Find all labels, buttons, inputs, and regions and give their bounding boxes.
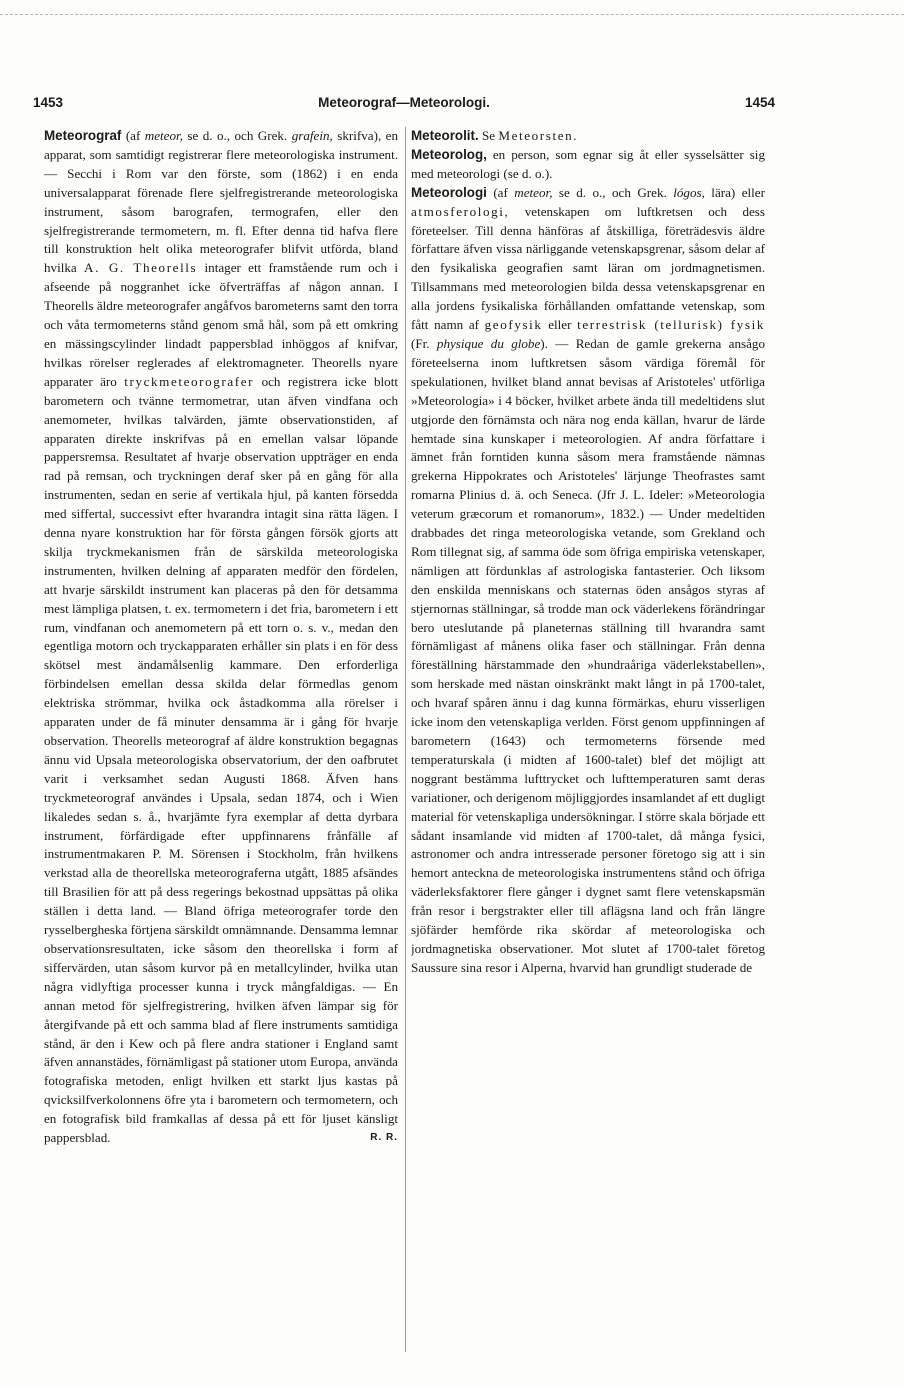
headword-meteorolit: Meteorolit. xyxy=(411,128,479,143)
page-header xyxy=(33,95,775,117)
entry-body: eller xyxy=(542,317,578,333)
cross-ref-label: Se xyxy=(478,128,499,143)
etymology-text: (af xyxy=(486,184,515,200)
left-column xyxy=(44,127,398,1367)
entry-body: vetenskapen om luftkretsen och dess företeelser. Till denna hänföras af åtskilliga, företrädesvis äldre författare äfven vissa närliggande vetenskapsgrenar, såsom delar af den fysikaliska geografien samt läran om jordmagnetismen. Tillsammans med meteorologien bilda dessa vetenskapsgrenar en alla jordens fysikaliska förhållanden omfattande vetenskap, som fått namn af xyxy=(411,203,765,333)
french-term: physique du globe xyxy=(436,335,541,351)
spaced-term: terrestrisk (tellurisk) fysik xyxy=(577,317,765,333)
etymology-text: se d. o., och Grek. xyxy=(182,128,292,143)
etymology-term: meteor, xyxy=(514,184,553,200)
entry-body: och registrera icke blott barometern och tvänne termometrar, utan äfven vindfana och anemometer, hvilkas talvärden, jämte observationstiden, af apparaten direkte inskrifvas på en emellan valsar löpande pappersremsa. Resultatet af hvarje observation uppträger en enda rad på remsan, och tryckningen deraf sker på en gång för alla instrumenten, sedan en serie af vertikala hjul, på kanten försedda med siffertal, successivt efter hvarandra intagit sina rätta lägen. I denna nyare konstruktion har för första gången försök gjorts att skilja tryckmekanismen från de särskilda meteorologiska instrumenten, hvilken delning af apparaten medför den fördelen, att hvarje särskildt instrument kan placeras på den för detsamma mest lämpliga platsen, t. ex. termometern i det fria, barometern i ett rum, vindfanan och anemometern på ett torn o. s. v., medan den egentliga motorn och tryckapparaten erhåller sin plats i en för dess skötsel mest ändamålsenlig kammare. Den erforderliga förbindelsen emellan dessa skilda delar förmedlas genom elektriska strömmar, hvilka ock åstadkomma alla rörelser i apparaten under de få minuter densamma är i gång för hvarje observation. Theorells meteorograf af äldre konstruktion begagnas ännu vid Upsala meteorologiska observatorium, der den oafbrutet varit i verksamhet sedan Augusti 1868. Äfven hans tryckmeteorograf användes i Upsala, sedan 1874, och i Wien likaledes sedan s. å., hvarjämte fyra exemplar af detta dyrbara instrument, förfärdigade efter uppfinnarens frånfälle af instrumentmakaren P. M. Sörensen i Stockholm, från hvilkens verkstad alla de theorellska meteorograferna utgått, 1885 afsändes till Brasilien för att på dess regerings bekostnad uppsättas på olika ställen i detta land. — Bland öfriga meteorografer torde den rysselbergheska förtjena särskildt omnämnande. Densamma lemnar observationsresultaten, icke såsom den theorellska i form af siffervärden, utan såsom kurvor på en metallcylinder, hvilka utan några vidlyftiga processer kunna i tryck mångfaldigas. — En annan metod för sjelfregistrering, hvilken äfven lämpar sig för återgifvande på ett och samma blad af flere instruments samtidiga stånd, är den i Kew och på flere andra stationer i England samt äfven annanstädes, förnämligast på stationer utom Europa, använda fotografiska metoden, enligt hvilken ett starkt ljus kastas på qvicksilfverkolonnens öfre yta i barometern och termometern, och en fotografisk bild framkallas af dessa på ett för ljuset känsligt pappersblad. xyxy=(44,373,398,1146)
right-column xyxy=(411,127,765,1367)
etymology-term: meteor, xyxy=(144,128,183,143)
left-page-number: 1453 xyxy=(33,95,64,110)
entry-body: lära) eller xyxy=(704,184,765,200)
cross-ref-target: Meteorsten. xyxy=(498,128,579,143)
entry-body: en person, som egnar sig åt eller sysselsätter sig med meteorologi (se d. o.). xyxy=(411,146,765,181)
spaced-term: geofysik xyxy=(484,317,543,333)
running-title: Meteorograf—Meteorologi. xyxy=(318,95,490,110)
column-divider xyxy=(405,127,406,1352)
entry-body: (Fr. xyxy=(411,335,437,351)
entry-body: intager ett framstående rum och i afseende på noggranhet icke öfverträffas af någon annan. I Theorells äldre meteorografer angåfvos barometerns samt den torra och våta termometerns stånd genom små hål, som på ett omkring en mässingscylinder lindadt pappersblad inhöggos af knifvar, hvilkas rörelser reglerades af elektromagneter. Theorells nyare apparater äro xyxy=(44,260,398,389)
right-page-number: 1454 xyxy=(744,95,775,110)
scan-top-edge xyxy=(0,14,904,15)
entry-body: ). — Redan de gamle grekerna ansågo företeelserna inom luftkretsen såsom värdiga föremål för spekulationen, hvilket bland annat bevisas af Aristoteles' utförliga »Meteorologia» i 4 böcker, hvilket arbete ända till medeltidens slut utgjorde den förnämsta och nära nog enda källan, hvarur de lärde hemtade sina kunskaper i meteorologien. Af andra författare i ämnet från forntiden kunna såsom mera framstående nämnas grekerna Hippokrates och Aristoteles' lärjunge Theofrastes samt romarna Plinius d. ä. och Seneca. (Jfr J. L. Ideler: »Meteorologia veterum græcorum et romanorum», 1832.) — Under medeltiden drabbades det ringa meteorologiska vetande, som Grekland och Rom tillegnat sig, af samma öde som öfriga empiriska vetenskaper, nämligen att fördunklas af astrologiska fantasterier. Och liksom den enskilda menniskans och staternas öden ansågos styras af stjernornas ställningar, så trodde man ock väderlekens förändringar bero uteslutande på planeternas ställning till hvarandra samt förnämligast af månens olika faser och ställningar. Från denna föreställning härstammade den »hundraåriga väderlekstabellen», som herskade med nästan oinskränkt makt långt in på 1700-talet, och hvaraf spåren ännu i dag kunna förmärkas, ehuru visserligen icke inom den vetenskapliga verlden. Först genom uppfinningen af barometern (1643) och termometerns försende med temperaturskala (i midten af 1600-talet) blef det möjligt att noggrant bestämma lufttrycket och lufttemperaturen samt deras variationer, och derigenom möjliggjordes insamlandet af ett dugligt material för vetenskapliga undersökningar. I större skala började ett sådant insamlande vid midten af 1700-talet, då många fysici, astronomer och andra intresserade personer företogo sig att i sin hemort anteckna de meteorologiska instrumentens stånd och öfriga väderleksfaktorer flere gånger i dygnet samt flere vetenskapsmän från resor i bergstrakter eller till aflägsna land och från längre sjöfärder hemförde rika skördar af meteorologiska och jordmagnetiska observationer. Mot slutet af 1700-talet företog Saussure sina resor i Alperna, hvarvid han grundligt studerade de xyxy=(411,335,765,975)
greek-term: grafein, xyxy=(291,128,333,143)
entry-body: skrifva), en apparat, som samtidigt registrerar flere meteorologiska instrument. — Secchi i Rom var den förste, som (1862) i en enda universalapparat förenade flere sjelfregistrerande meteorologiska instrument, såsom barografen, termografen, eller den sjelfregistrerande termometern, m. fl. Efter denna tid hafva flere till konstruktion helt olika meteorografer blifvit utförda, bland hvilka xyxy=(44,128,398,276)
headword-meteorolog: Meteorolog, xyxy=(411,146,487,162)
headword-meteorologi: Meteorologi xyxy=(411,184,487,200)
spaced-term: atmosferologi, xyxy=(411,203,510,219)
author-signature: R. R. xyxy=(370,1132,398,1144)
greek-term: lógos, xyxy=(673,184,705,200)
spaced-term: tryckmeteorografer xyxy=(124,373,255,389)
person-name: A. G. Theorells xyxy=(84,260,198,276)
entry-meteorologi xyxy=(411,184,765,978)
entry-meteorolog xyxy=(411,146,765,184)
etymology-text: (af xyxy=(121,128,145,143)
entry-meteorograf xyxy=(44,127,398,1148)
etymology-text: se d. o., och Grek. xyxy=(552,184,674,200)
headword-meteorograf: Meteorograf xyxy=(44,128,122,143)
entry-meteorolit xyxy=(411,127,765,146)
